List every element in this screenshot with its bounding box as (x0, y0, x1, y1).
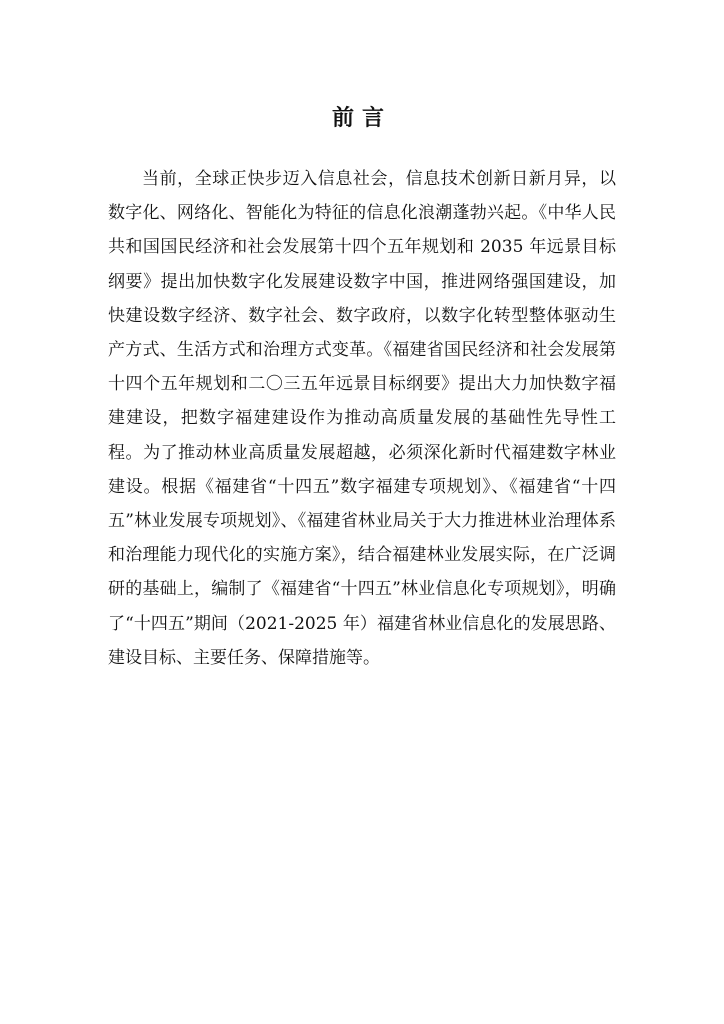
preface-paragraph: 当前，全球正快步迈入信息社会，信息技术创新日新月异，以数字化、网络化、智能化为特征的信息化浪潮蓬勃兴起。《中华人民共和国国民经济和社会发展第十四个五年规划和 2035 年远景目标纲要》提出加快数字化发展建设数字中国，推进网络强国建设，加快建设数字经济、数字社会、数字政府，以数字化转型整体驱动生产方式、生活方式和治理方式变革。《福建省国民经济和社会发展第十四个五年规划和二〇三五年远景目标纲要》提出大力加快数字福建建设，把数字福建建设作为推动高质量发展的基础性先导性工程。为了推动林业高质量发展超越，必须深化新时代福建数字林业建设。根据《福建省“十四五”数字福建专项规划》、《福建省“十四五”林业发展专项规划》、《福建省林业局关于大力推进林业治理体系和治理能力现代化的实施方案》，结合福建林业发展实际，在广泛调研的基础上，编制了《福建省“十四五”林业信息化专项规划》，明确了“十四五”期间（2021-2025 年）福建省林业信息化的发展思路、建设目标、主要任务、保障措施等。 (108, 169, 616, 668)
page-title: 前言 (331, 106, 392, 131)
